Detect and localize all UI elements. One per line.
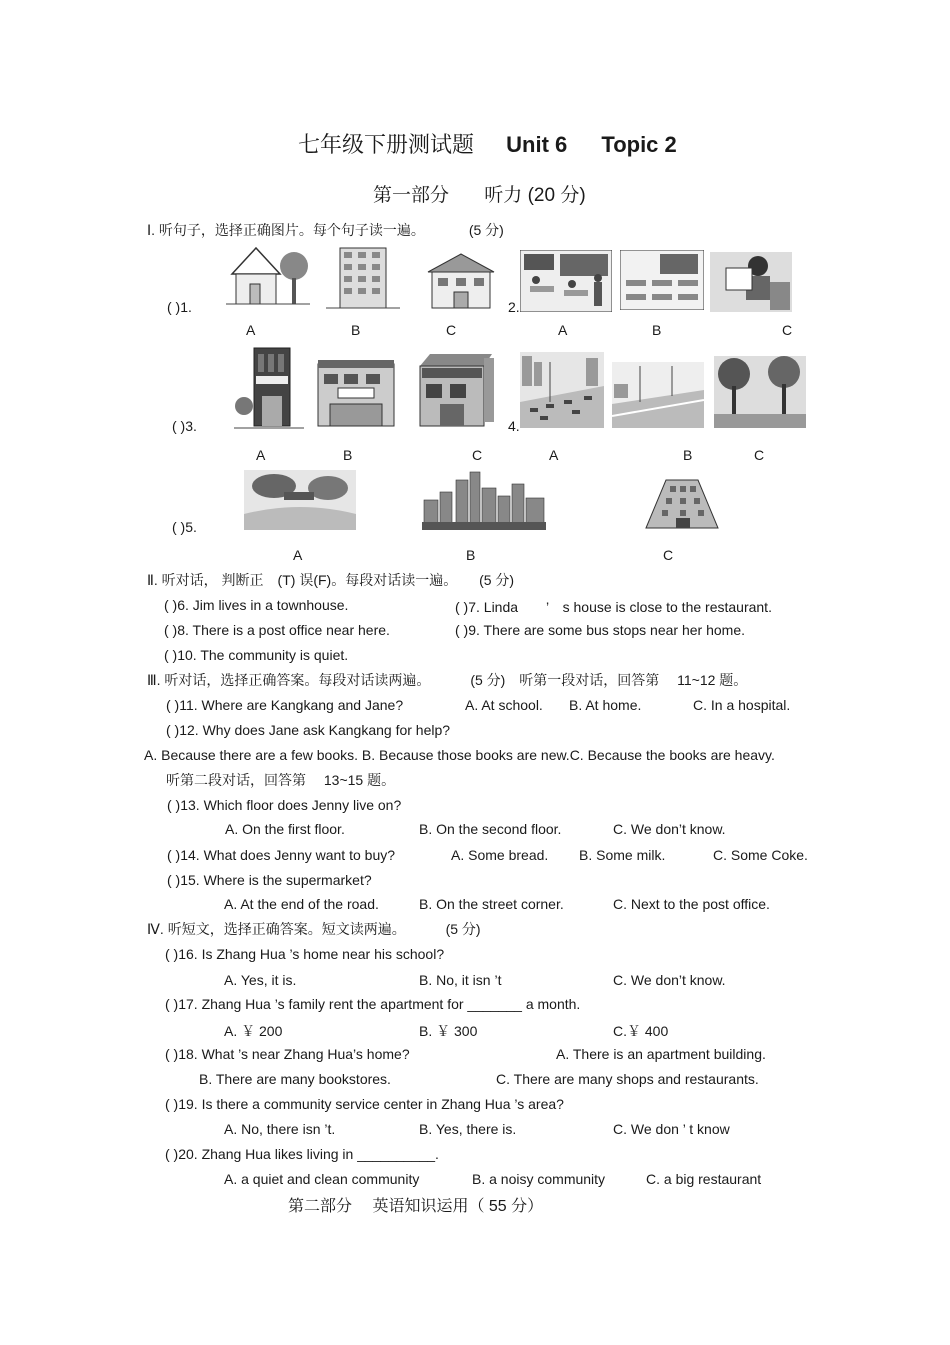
q7: ( )7. Linda ’ s house is close to the restaurant. [455,599,772,615]
sec4-header-text: Ⅳ. 听短文，选择正确答案。短文读两遍。 [147,921,406,937]
part1-heading [373,180,586,207]
image-city-skyline [422,470,546,530]
q12-options: A. Because there are a few books. B. Because those books are new.C. Because the books are heavy. [144,747,775,763]
q13-c: C. We don’t know. [613,821,726,837]
q15-c: C. Next to the post office. [613,896,770,912]
q11: ( )11. Where are Kangkang and Jane? [166,697,404,713]
image-empty-road [612,362,704,428]
q12: ( )12. Why does Jane ask Kangkang for help? [166,722,451,738]
image-bank-tower [234,346,304,430]
sec1-header [147,220,504,240]
title-cn: 七年级下册测试题 [298,132,475,157]
q20-c: C. a big restaurant [646,1171,762,1187]
q14-b: B. Some milk. [579,847,666,863]
q1-letter-c: C [446,322,457,338]
q19-b: B. Yes, there is. [419,1121,517,1137]
q3-letter-c: C [472,447,483,463]
q15-b: B. On the street corner. [419,896,564,912]
q2-label: 2. [508,299,520,315]
image-shop [414,352,496,428]
q20-b: B. a noisy community [472,1171,606,1187]
image-trees [714,356,806,428]
image-busy-road [520,352,604,428]
q2-letter-c: C [782,322,793,338]
sec3-header-text: Ⅲ. 听对话，选择正确答案。每段对话读两遍。 [147,672,431,688]
q16-a: A. Yes, it is. [224,972,297,988]
q14-a: A. Some bread. [451,847,549,863]
sec3-sub1: 听第一段对话，回答第 11~12 题。 [519,672,748,688]
q19-a: A. No, there isn ’t. [224,1121,336,1137]
q17-b: B. ￥ 300 [419,1023,478,1039]
q4-label: 4. [508,418,520,434]
q16: ( )16. Is Zhang Hua ’s home near his school? [165,946,445,962]
q11-b: B. At home. [569,697,642,713]
part2-heading: 第二部分 英语知识运用（ 55 分） [288,1198,544,1215]
q5-letter-a: A [293,547,303,563]
q15-a: A. At the end of the road. [224,896,379,912]
q4-letter-a: A [549,447,559,463]
sec3-sub2: 听第二段对话，回答第 13~15 题。 [166,772,396,788]
part1-title: 第一部分 [373,185,450,206]
q17-a: A. ￥ 200 [224,1023,283,1039]
title-unit: Unit 6 [506,132,568,157]
page-title [298,128,677,159]
q11-a: A. At school. [465,697,543,713]
q20: ( )20. Zhang Hua likes living in __________. [165,1146,439,1162]
q16-b: B. No, it isn ’t [419,972,502,988]
sec3-header [147,670,747,690]
image-townhouse [424,250,498,310]
q13-a: A. On the first floor. [225,821,345,837]
sec2-header-text: Ⅱ. 听对话， 判断正 (T) 误(F)。每段对话读一遍。 [147,572,458,588]
q3-label: ( )3. [172,418,197,434]
q5-letter-c: C [663,547,674,563]
q2-letter-b: B [652,322,662,338]
sec3-score: (5 分) [470,672,506,688]
image-classroom-empty [620,250,704,310]
q14-c: C. Some Coke. [713,847,808,863]
sec2-header [147,570,514,590]
q9: ( )9. There are some bus stops near her home. [455,622,745,638]
q18: ( )18. What ’s near Zhang Hua’s home? [165,1046,410,1062]
q1-letter-b: B [351,322,361,338]
sec4-score: (5 分) [445,921,481,937]
q6: ( )6. Jim lives in a townhouse. [164,597,349,613]
image-tall-building [326,246,400,310]
q4-letter-b: B [683,447,693,463]
q3-letter-a: A [256,447,266,463]
image-hospital [636,474,728,530]
q14: ( )14. What does Jenny want to buy? [167,847,396,863]
q18-c: C. There are many shops and restaurants. [496,1071,759,1087]
q17: ( )17. Zhang Hua ’s family rent the apartment for _______ a month. [165,996,581,1012]
q20-a: A. a quiet and clean community [224,1171,420,1187]
q17-c: C.￥ 400 [613,1023,669,1039]
image-boy-reading [710,252,792,312]
sec1-header-text: Ⅰ. 听句子，选择正确图片。每个句子读一遍。 [147,222,425,238]
part1-subtitle: 听力 (20 分) [484,185,586,206]
q13: ( )13. Which floor does Jenny live on? [167,797,402,813]
image-park [244,470,356,530]
q15: ( )15. Where is the supermarket? [167,872,372,888]
image-store [314,358,398,428]
image-cottage [226,244,310,308]
q3-letter-b: B [343,447,353,463]
q19: ( )19. Is there a community service center in Zhang Hua ’s area? [165,1096,564,1112]
q10: ( )10. The community is quiet. [164,647,349,663]
q5-label: ( )5. [172,519,197,535]
q19-c: C. We don ’ t know [613,1121,730,1137]
q18-a: A. There is an apartment building. [556,1046,766,1062]
q18-b: B. There are many bookstores. [199,1071,391,1087]
q1-letter-a: A [246,322,256,338]
sec4-header [147,919,481,939]
q13-b: B. On the second floor. [419,821,562,837]
q8: ( )8. There is a post office near here. [164,622,390,638]
image-classroom-pupils [520,250,612,312]
q5-letter-b: B [466,547,476,563]
q4-letter-c: C [754,447,765,463]
q2-letter-a: A [558,322,568,338]
title-topic: Topic 2 [601,132,677,157]
q1-label: ( )1. [167,299,192,315]
sec2-score: (5 分) [479,572,515,588]
q16-c: C. We don’t know. [613,972,726,988]
sec1-score: (5 分) [468,222,504,238]
q11-c: C. In a hospital. [693,697,791,713]
